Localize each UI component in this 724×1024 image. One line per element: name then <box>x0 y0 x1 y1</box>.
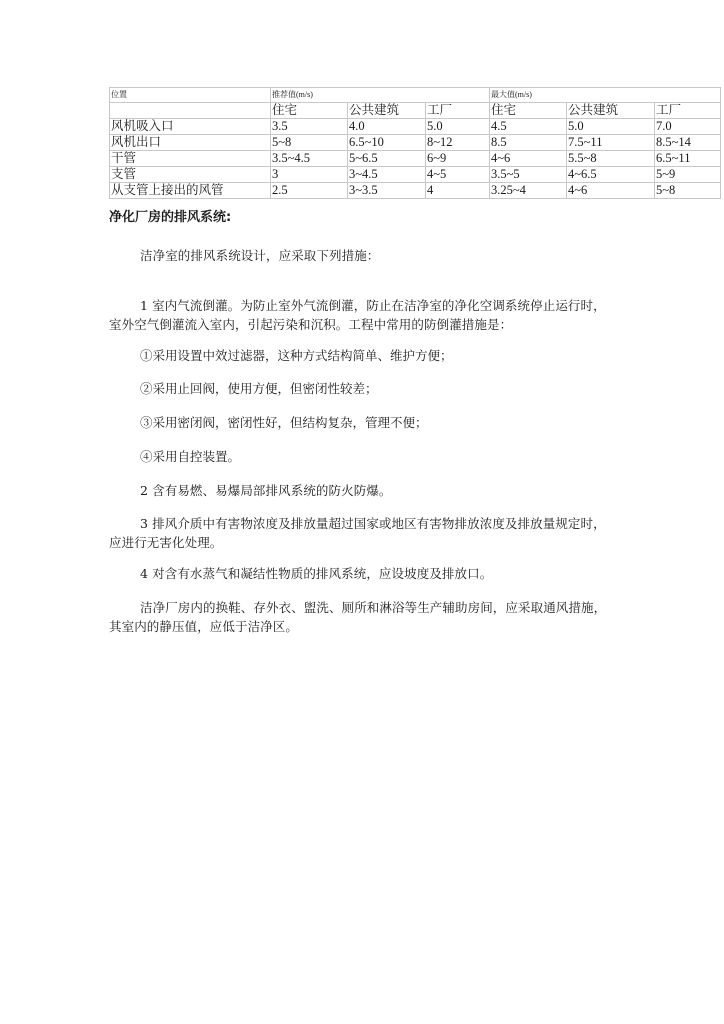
table-cell: 5.0 <box>426 119 490 135</box>
measure-2-paragraph: 2 含有易燃、易爆局部排风系统的防火防爆。 <box>140 483 392 498</box>
table-row <box>110 183 721 199</box>
subheader-public-recommended: 公共建筑 <box>348 103 426 119</box>
row-label: 从支管上接出的风管 <box>110 183 271 199</box>
table-cell: 5~8 <box>655 183 721 199</box>
table-row <box>110 135 721 151</box>
table-cell <box>110 103 271 119</box>
table-cell: 3.5~4.5 <box>271 151 348 167</box>
table-cell: 8~12 <box>426 135 490 151</box>
table-cell: 7.0 <box>655 119 721 135</box>
table-cell: 6~9 <box>426 151 490 167</box>
option-3: ③采用密闭阀，密闭性好，但结构复杂，管理不便； <box>140 415 428 430</box>
table-cell: 4~6.5 <box>567 167 655 183</box>
option-4: ④采用自控装置。 <box>140 449 241 464</box>
row-label: 支管 <box>110 167 271 183</box>
subheader-public-maximum: 公共建筑 <box>567 103 655 119</box>
header-maximum: 最大值(m/s) <box>490 88 721 103</box>
measure-1-paragraph: 1 室内气流倒灌。为防止室外气流倒灌，防止在洁净室的净化空调系统停止运行时，室外空气倒灌流入室内，引起污染和沉积。工程中常用的防倒灌措施是： <box>109 298 606 332</box>
table-cell: 3.5~5 <box>490 167 567 183</box>
table-cell: 3 <box>271 167 348 183</box>
air-velocity-table <box>109 87 721 199</box>
table-row <box>110 167 721 183</box>
option-2: ②采用止回阀，使用方便，但密闭性较差； <box>140 381 378 396</box>
table-cell: 2.5 <box>271 183 348 199</box>
table-cell: 4~5 <box>426 167 490 183</box>
table-cell: 5.5~8 <box>567 151 655 167</box>
table-cell: 3~4.5 <box>348 167 426 183</box>
table-cell: 4.0 <box>348 119 426 135</box>
table-row <box>110 151 721 167</box>
row-label: 风机出口 <box>110 135 271 151</box>
table-cell: 6.5~10 <box>348 135 426 151</box>
table-cell: 7.5~11 <box>567 135 655 151</box>
measure-3-paragraph: 3 排风介质中有害物浓度及排放量超过国家或地区有害物排放浓度及排放量规定时，应进行无害化处理。 <box>109 516 606 550</box>
section-title: 净化厂房的排风系统: <box>109 210 232 225</box>
table-cell: 8.5 <box>490 135 567 151</box>
table-row <box>110 119 721 135</box>
table-cell: 4~6 <box>490 151 567 167</box>
table-cell: 5~6.5 <box>348 151 426 167</box>
header-position: 位置 <box>110 88 271 103</box>
subheader-residential-recommended: 住宅 <box>271 103 348 119</box>
intro-paragraph: 洁净室的排风系统设计，应采取下列措施： <box>140 248 380 263</box>
row-label: 风机吸入口 <box>110 119 271 135</box>
subheader-factory-recommended: 工厂 <box>426 103 490 119</box>
table-cell: 3.5 <box>271 119 348 135</box>
table-group-header-row <box>110 88 721 103</box>
table-cell: 5~8 <box>271 135 348 151</box>
subheader-residential-maximum: 住宅 <box>490 103 567 119</box>
option-1: ①采用设置中效过滤器，这种方式结构简单、维护方便； <box>140 348 453 363</box>
auxiliary-rooms-paragraph: 洁净厂房内的换鞋、存外衣、盥洗、厕所和淋浴等生产辅助房间，应采取通风措施，其室内的静压值，应低于洁净区。 <box>109 600 607 634</box>
table-cell: 5.0 <box>567 119 655 135</box>
subheader-factory-maximum: 工厂 <box>655 103 721 119</box>
table-cell: 4 <box>426 183 490 199</box>
table-cell: 3~3.5 <box>348 183 426 199</box>
table-subheader-row <box>110 103 721 119</box>
table-cell: 8.5~14 <box>655 135 721 151</box>
measure-4-paragraph: 4 对含有水蒸气和凝结性物质的排风系统，应设坡度及排放口。 <box>140 566 493 581</box>
header-recommended: 推荐值(m/s) <box>271 88 490 103</box>
table-cell: 3.25~4 <box>490 183 567 199</box>
table-cell: 4.5 <box>490 119 567 135</box>
row-label: 干管 <box>110 151 271 167</box>
table-cell: 4~6 <box>567 183 655 199</box>
table-cell: 5~9 <box>655 167 721 183</box>
table-cell: 6.5~11 <box>655 151 721 167</box>
